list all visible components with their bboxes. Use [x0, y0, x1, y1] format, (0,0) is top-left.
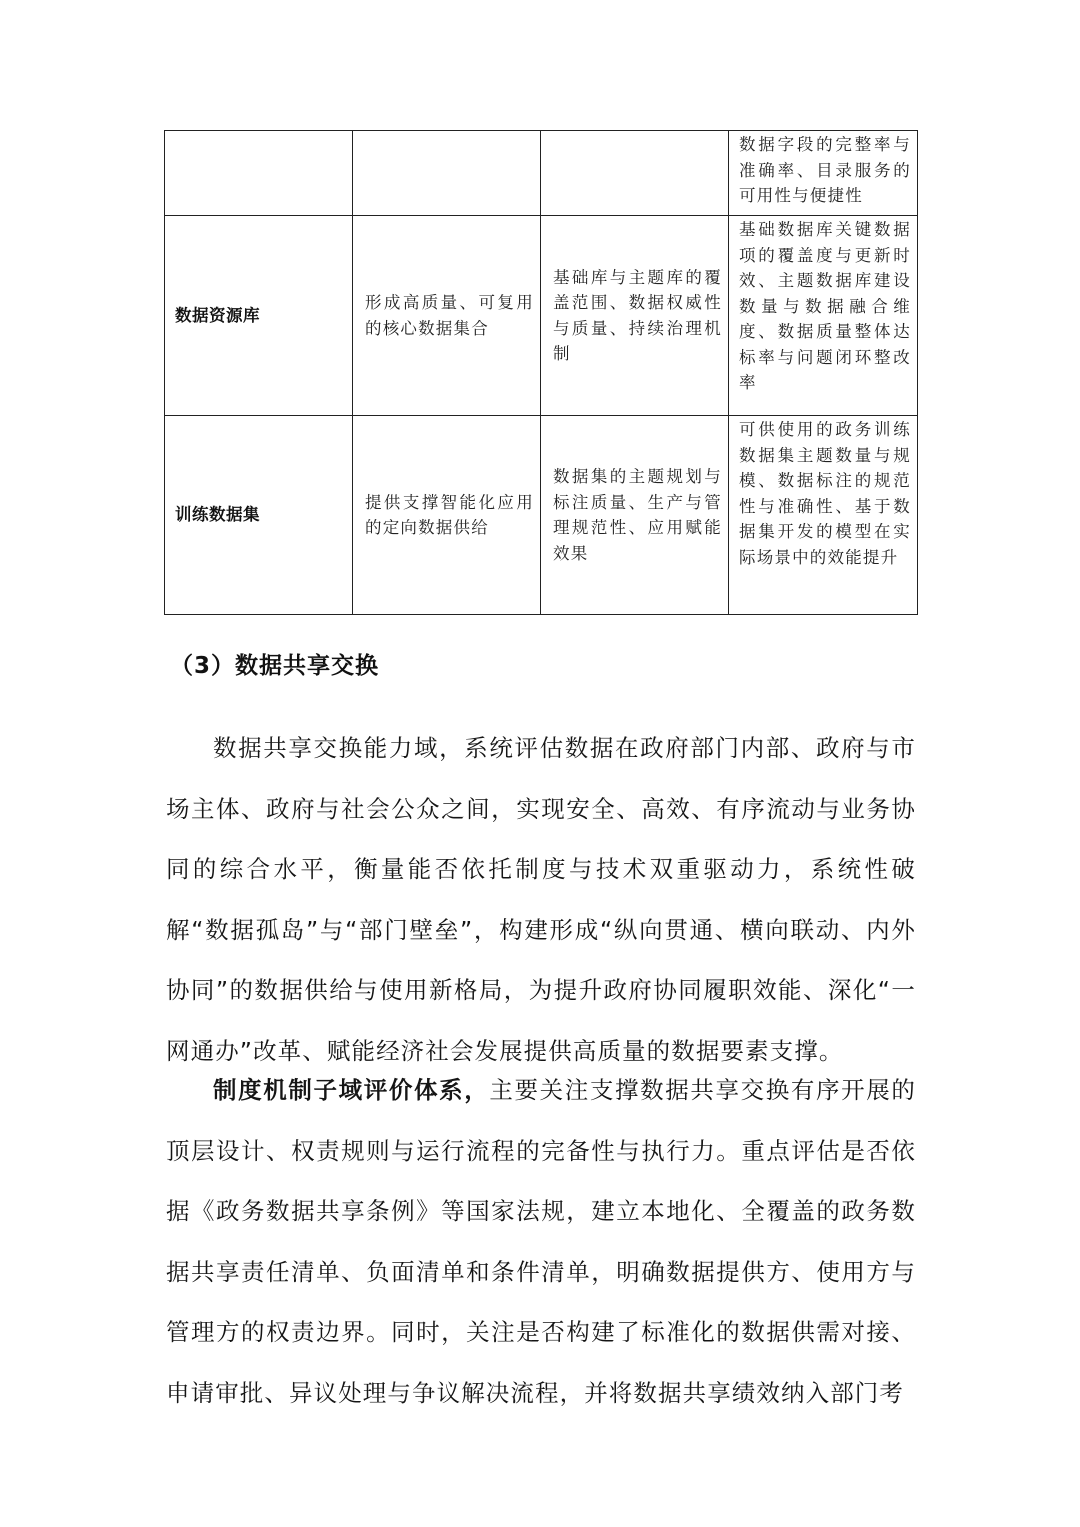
- row-focus-cell: 数据集的主题规划与标注质量、生产与管理规范性、应用赋能效果: [541, 416, 729, 615]
- evaluation-table: [164, 130, 918, 615]
- row-metric-cell: 可供使用的政务训练数据集主题数量与规模、数据标注的规范性与准确性、基于数据集开发的模型在实际场景中的效能提升: [729, 416, 918, 615]
- section-heading: （3）数据共享交换: [170, 653, 380, 679]
- row-goal-cell: [353, 131, 541, 216]
- table-row: [165, 416, 918, 615]
- row-focus-cell: [541, 131, 729, 216]
- body-paragraph: 数据共享交换能力域，系统评估数据在政府部门内部、政府与市场主体、政府与社会公众之间，实现安全、高效、有序流动与业务协同的综合水平，衡量能否依托制度与技术双重驱动力，系统性破解“数据孤岛”与“部门壁垒”，构建形成“纵向贯通、横向联动、内外协同”的数据供给与使用新格局，为提升政府协同履职效能、深化“一网通办”改革、赋能经济社会发展提供高质量的数据要素支撑。: [166, 734, 916, 1065]
- body-paragraph: [166, 1060, 916, 1423]
- row-goal-cell: 形成高质量、可复用的核心数据集合: [353, 216, 541, 416]
- table-row: [165, 216, 918, 416]
- paragraph-text: 主要关注支撑数据共享交换有序开展的顶层设计、权责规则与运行流程的完备性与执行力。重点评估是否依据《政务数据共享条例》等国家法规，建立本地化、全覆盖的政务数据共享责任清单、负面清单和条件清单，明确数据提供方、使用方与管理方的权责边界。同时，关注是否构建了标准化的数据供需对接、申请审批、异议处理与争议解决流程，并将数据共享绩效纳入部门考: [166, 1076, 916, 1407]
- row-name-cell: 训练数据集: [165, 416, 353, 615]
- table-row: [165, 131, 918, 216]
- row-name-cell: 数据资源库: [165, 216, 353, 416]
- row-metric-cell: 数据字段的完整率与准确率、目录服务的可用性与便捷性: [729, 131, 918, 216]
- paragraph-lead-bold: 制度机制子域评价体系，: [213, 1076, 490, 1104]
- row-focus-cell: 基础库与主题库的覆盖范围、数据权威性与质量、持续治理机制: [541, 216, 729, 416]
- row-name-cell: [165, 131, 353, 216]
- row-goal-cell: 提供支撑智能化应用的定向数据供给: [353, 416, 541, 615]
- row-metric-cell: 基础数据库关键数据项的覆盖度与更新时效、主题数据库建设数量与数据融合维度、数据质量整体达标率与问题闭环整改率: [729, 216, 918, 416]
